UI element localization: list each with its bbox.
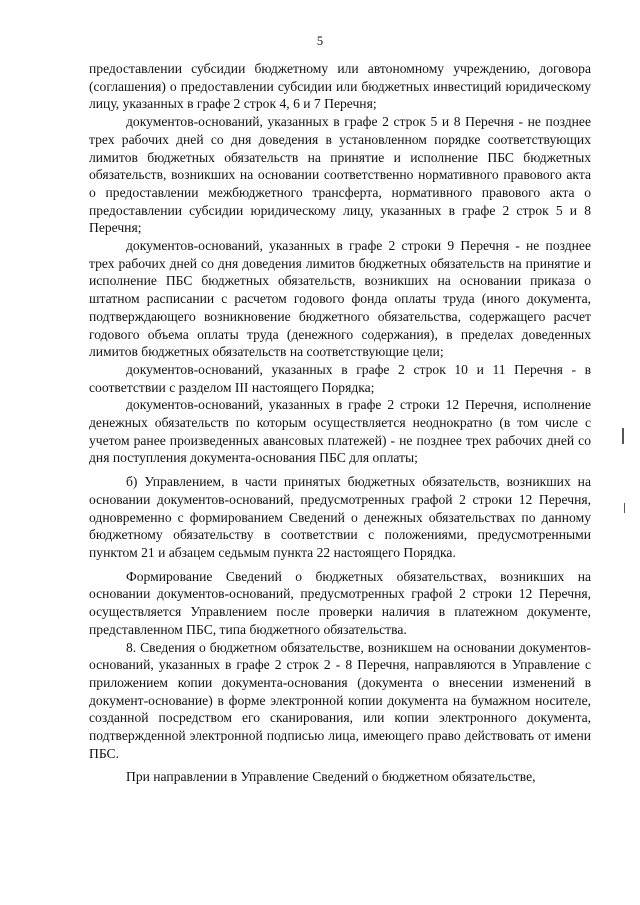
paragraph-7: Формирование Сведений о бюджетных обязательствах, возникших на основании документов-оснований, предусмотренных графой 2 строки 12 Перечня, осуществляется Управлением после проверки наличия в платежном документе, представленном ПБС, типа бюджетного обязательства. [89, 568, 591, 637]
paragraph-8: 8. Сведения о бюджетном обязательстве, возникшем на основании документов-оснований, указанных в графе 2 строк 2 - 8 Перечня, направляются в Управление с приложением копии документа-основания (документа о внесении изменений в документ-основание) в форме электронной копии документа на бумажном носителе, созданной посредством его сканирования, или копии электронного документа, подтвержденной электронной подписью лица, имеющего право действовать от имени ПБС. [89, 639, 591, 761]
page-number: 5 [316, 34, 324, 48]
paragraph-6: б) Управлением, в части принятых бюджетных обязательств, возникших на основании документов-оснований, предусмотренных графой 2 строки 12 Перечня, одновременно с формированием Сведений о денежных обязательствах по данному бюджетному обязательству в соответствии с положениями, предусмотренными пунктом 21 и абзацем седьмым пункта 22 настоящего Порядка. [89, 474, 591, 560]
paragraph-3: документов-оснований, указанных в графе 2 строки 9 Перечня - не позднее трех рабочих дней со дня доведения лимитов бюджетных обязательств на принятие и исполнение ПБС бюджетных обязательств, возникших на основании приказа о штатном расписании с расчетом годового фонда оплаты труда (иного документа, подтверждающего возникновение бюджетного обязательства, содержащего расчет годового объема оплаты труда (денежного содержания), в пределах доведенных лимитов бюджетных обязательств на соответствующие цели; [89, 238, 591, 360]
paragraph-2: документов-оснований, указанных в графе 2 строк 5 и 8 Перечня - не позднее трех рабочих дней со дня доведения в установленном порядке соответствующих лимитов бюджетных обязательств на принятие и исполнение ПБС бюджетных обязательств, возникших на основании соответственно нормативного правового акта о предоставлении межбюджетного трансферта, нормативного правового акта о предоставлении субсидии юридическому лицу, указанных в графе 2 строк 5 и 8 Перечня; [89, 114, 591, 236]
scan-margin-mark [624, 503, 625, 513]
paragraph-5: документов-оснований, указанных в графе 2 строки 12 Перечня, исполнение денежных обязательств по которым осуществляется неоднократно (в том числе с учетом ранее произведенных авансовых платежей) - не позднее трех рабочих дней со дня поступления документа-основания ПБС для оплаты; [89, 397, 591, 466]
paragraph-1: предоставлении субсидии бюджетному или автономному учреждению, договора (соглашения) о предоставлении субсидии или бюджетных инвестиций юридическому лицу, указанных в графе 2 строк 4, 6 и 7 Перечня; [89, 61, 591, 112]
paragraph-4: документов-оснований, указанных в графе 2 строк 10 и 11 Перечня - в соответствии с разделом III настоящего Порядка; [89, 361, 591, 395]
scan-margin-mark [622, 428, 624, 444]
paragraph-9: При направлении в Управление Сведений о бюджетном обязательстве, [126, 769, 536, 785]
document-body [89, 60, 591, 786]
